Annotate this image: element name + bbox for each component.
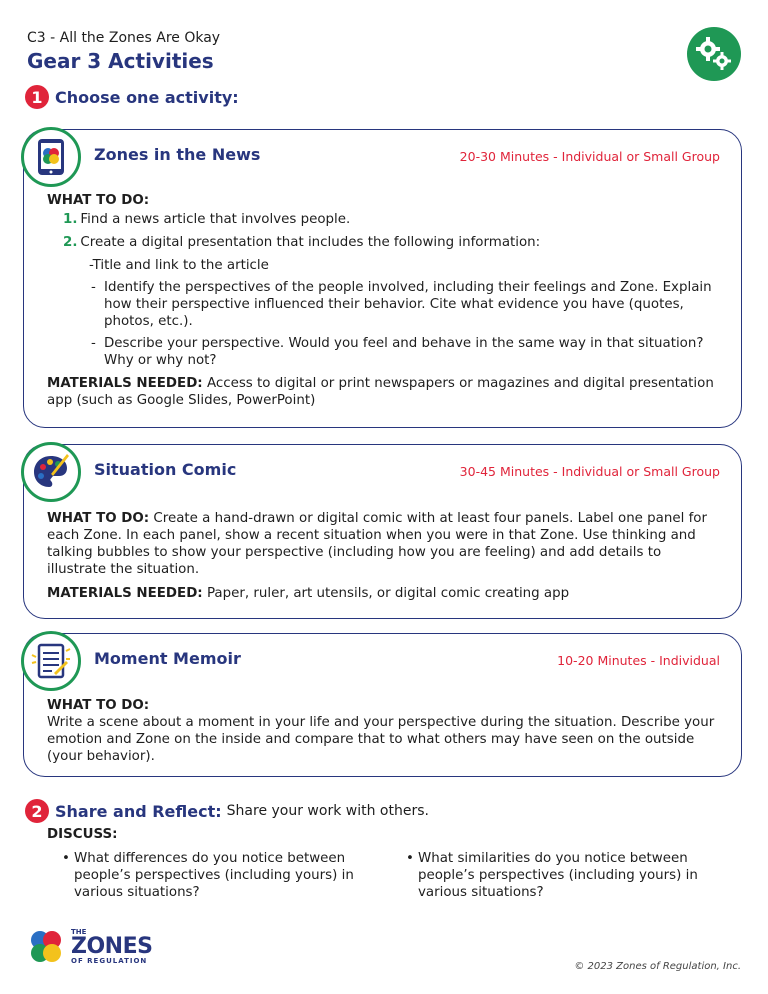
page-subtitle: C3 - All the Zones Are Okay xyxy=(27,30,221,46)
paint-palette-icon xyxy=(21,442,81,502)
step-1-number: 1 xyxy=(25,85,49,109)
list-item: 2. Create a digital presentation that includes the following information: xyxy=(63,235,541,250)
what-to-do: WHAT TO DO: Create a hand-drawn or digital comic with at least four panels. Label one panel for each Zone. In each panel, show a recent situation when you were in that Zone. Use thinking and talking bubbles to show your perspective (including how you are feeling) and add details to illustrate the situation. xyxy=(47,511,707,577)
activity-card-situation-comic xyxy=(23,444,742,619)
step-2-heading xyxy=(25,799,429,823)
step-2-label: Share and Reflect: xyxy=(55,801,222,821)
sub-item: - Identify the perspectives of the people involved, including their feelings and Zone. Explain how their perspective influenced their behavior. Cite what evidence you have (quotes, photos, etc.). xyxy=(91,280,712,329)
activity-card-moment-memoir xyxy=(23,633,742,777)
zones-logo xyxy=(27,928,152,966)
step-1-label: Choose one activity: xyxy=(55,87,239,107)
what-to-do-label: WHAT TO DO: xyxy=(47,193,150,208)
materials: MATERIALS NEEDED: Access to digital or print newspapers or magazines and digital presentation app (such as Google Slides, PowerPoint) xyxy=(47,376,714,408)
what-to-do: Write a scene about a moment in your life and your perspective during the situation. Describe your emotion and Zone on the inside and compare that to what others may have seen on the outside (your behavior). xyxy=(47,715,715,764)
materials: MATERIALS NEEDED: Paper, ruler, art utensils, or digital comic creating app xyxy=(47,586,570,601)
list-item: 1. Find a news article that involves people. xyxy=(63,212,351,227)
activity-time: 10-20 Minutes - Individual xyxy=(557,653,720,668)
activity-time: 20-30 Minutes - Individual or Small Group xyxy=(459,149,720,164)
activity-body xyxy=(47,510,723,602)
discussion-question: • What differences do you notice between people’s perspectives (including yours) in various situations? xyxy=(62,851,354,900)
gears-icon xyxy=(687,27,741,81)
logo-of-regulation: OF REGULATION xyxy=(71,957,148,965)
logo-the: THE xyxy=(71,928,87,936)
activity-title: Zones in the News xyxy=(94,145,261,164)
step-2-text: Share your work with others. xyxy=(226,803,429,819)
activity-body xyxy=(47,697,723,765)
discuss-label: DISCUSS: xyxy=(47,827,118,842)
step-1-heading xyxy=(25,85,239,109)
discussion-question: • What similarities do you notice between people’s perspectives (including yours) in various situations? xyxy=(406,851,698,900)
logo-zones: ZONES xyxy=(71,934,153,959)
copyright: © 2023 Zones of Regulation, Inc. xyxy=(574,961,741,972)
step-2-number: 2 xyxy=(25,799,49,823)
what-to-do-label: WHAT TO DO: xyxy=(47,698,150,713)
activity-title: Moment Memoir xyxy=(94,649,241,668)
activity-body xyxy=(47,192,723,409)
sub-item: - Describe your perspective. Would you feel and behave in the same way in that situation? Why or why not? xyxy=(91,336,704,368)
activity-title: Situation Comic xyxy=(94,460,237,479)
page-title: Gear 3 Activities xyxy=(27,49,214,73)
activity-time: 30-45 Minutes - Individual or Small Group xyxy=(459,464,720,479)
tablet-icon xyxy=(21,127,81,187)
zones-logo-icon xyxy=(27,928,65,966)
notepad-icon xyxy=(21,631,81,691)
activity-card-zones-in-the-news xyxy=(23,129,742,428)
sub-item: -Title and link to the article xyxy=(89,258,269,273)
